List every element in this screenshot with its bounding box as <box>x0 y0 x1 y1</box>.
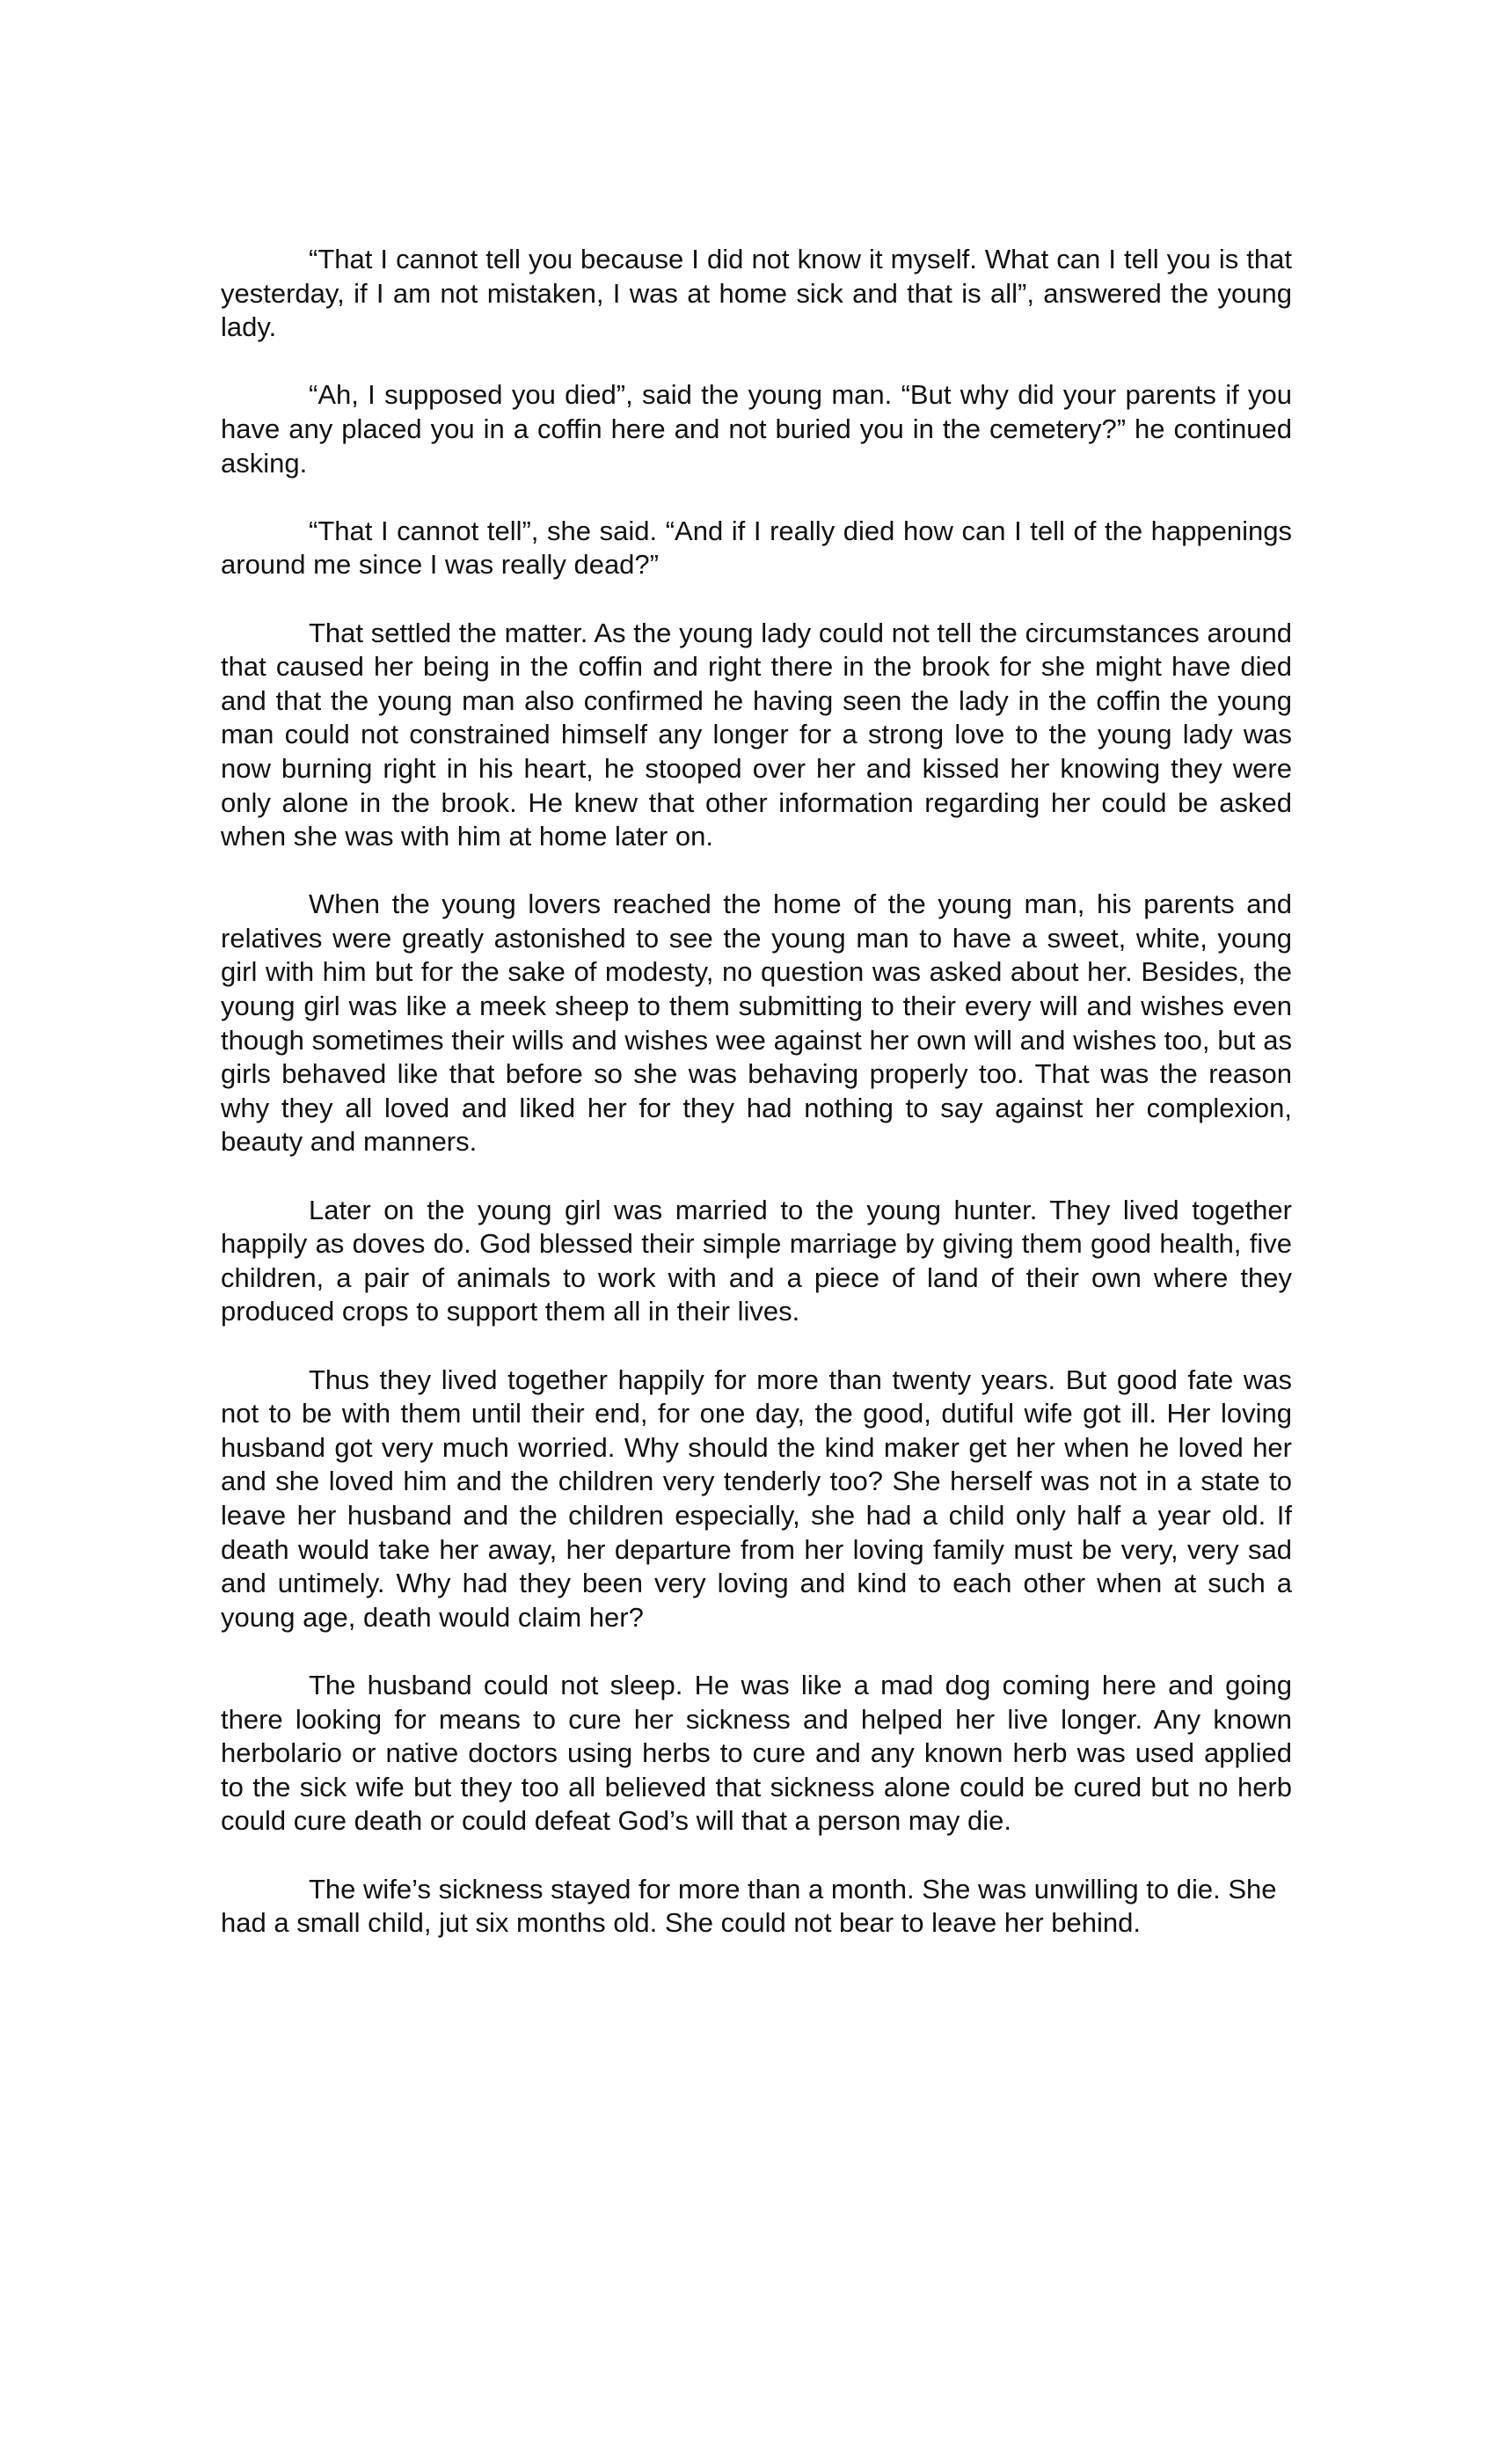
paragraph-5: When the young lovers reached the home of the young man, his parents and relatives were greatly astonished to see the young man to have a sweet, white, young girl with him but for the sake of modesty, no question was asked about her. Besides, the young girl was like a meek sheep to them submitting to their every will and wishes even though sometimes their wills and wishes wee against her own will and wishes too, but as girls behaved like that before so she was behaving properly too. That was the reason why they all loved and liked her for they had nothing to say against her complexion, beauty and manners. <box>221 888 1292 1158</box>
paragraph-8: The husband could not sleep. He was like a mad dog coming here and going there looking for means to cure her sickness and helped her live longer. Any known herbolario or native doctors using herbs to cure and any known herb was used applied to the sick wife but they too all believed that sickness alone could be cured but no herb could cure death or could defeat God’s will that a person may die. <box>221 1669 1292 1837</box>
paragraph-9: The wife’s sickness stayed for more than a month. She was unwilling to die. She had a small child, jut six months old. She could not bear to leave her behind. <box>221 1873 1277 1939</box>
paragraph-6: Later on the young girl was married to the young hunter. They lived together happily as doves do. God blessed their simple marriage by giving them good health, five children, a pair of animals to work with and a piece of land of their own where they produced crops to support them all in their lives. <box>221 1194 1292 1327</box>
paragraph-3: “That I cannot tell”, she said. “And if I really died how can I tell of the happenings around me since I was really dead?” <box>221 515 1292 581</box>
paragraph-4: That settled the matter. As the young lady could not tell the circumstances around that caused her being in the coffin and right there in the brook for she might have died and that the young man also confirmed he having seen the lady in the coffin the young man could not constrained himself any longer for a strong love to the young lady was now burning right in his heart, he stooped over her and kissed her knowing they were only alone in the brook. He knew that other information regarding her could be asked when she was with him at home later on. <box>221 617 1292 852</box>
paragraph-1: “That I cannot tell you because I did not know it myself. What can I tell you is that yesterday, if I am not mistaken, I was at home sick and that is all”, answered the young lady. <box>221 244 1292 343</box>
paragraph-2: “Ah, I supposed you died”, said the young man. “But why did your parents if you have any placed you in a coffin here and not buried you in the cemetery?” he continued asking. <box>221 379 1292 479</box>
paragraph-7: Thus they lived together happily for more than twenty years. But good fate was not to be with them until their end, for one day, the good, dutiful wife got ill. Her loving husband got very much worried. Why should the kind maker get her when he loved her and she loved him and the children very tenderly too? She herself was not in a state to leave her husband and the children especially, she had a child only half a year old. If death would take her away, her departure from her loving family must be very, very sad and untimely. Why had they been very loving and kind to each other when at such a young age, death would claim her? <box>221 1364 1292 1633</box>
body-text <box>221 243 1292 1974</box>
